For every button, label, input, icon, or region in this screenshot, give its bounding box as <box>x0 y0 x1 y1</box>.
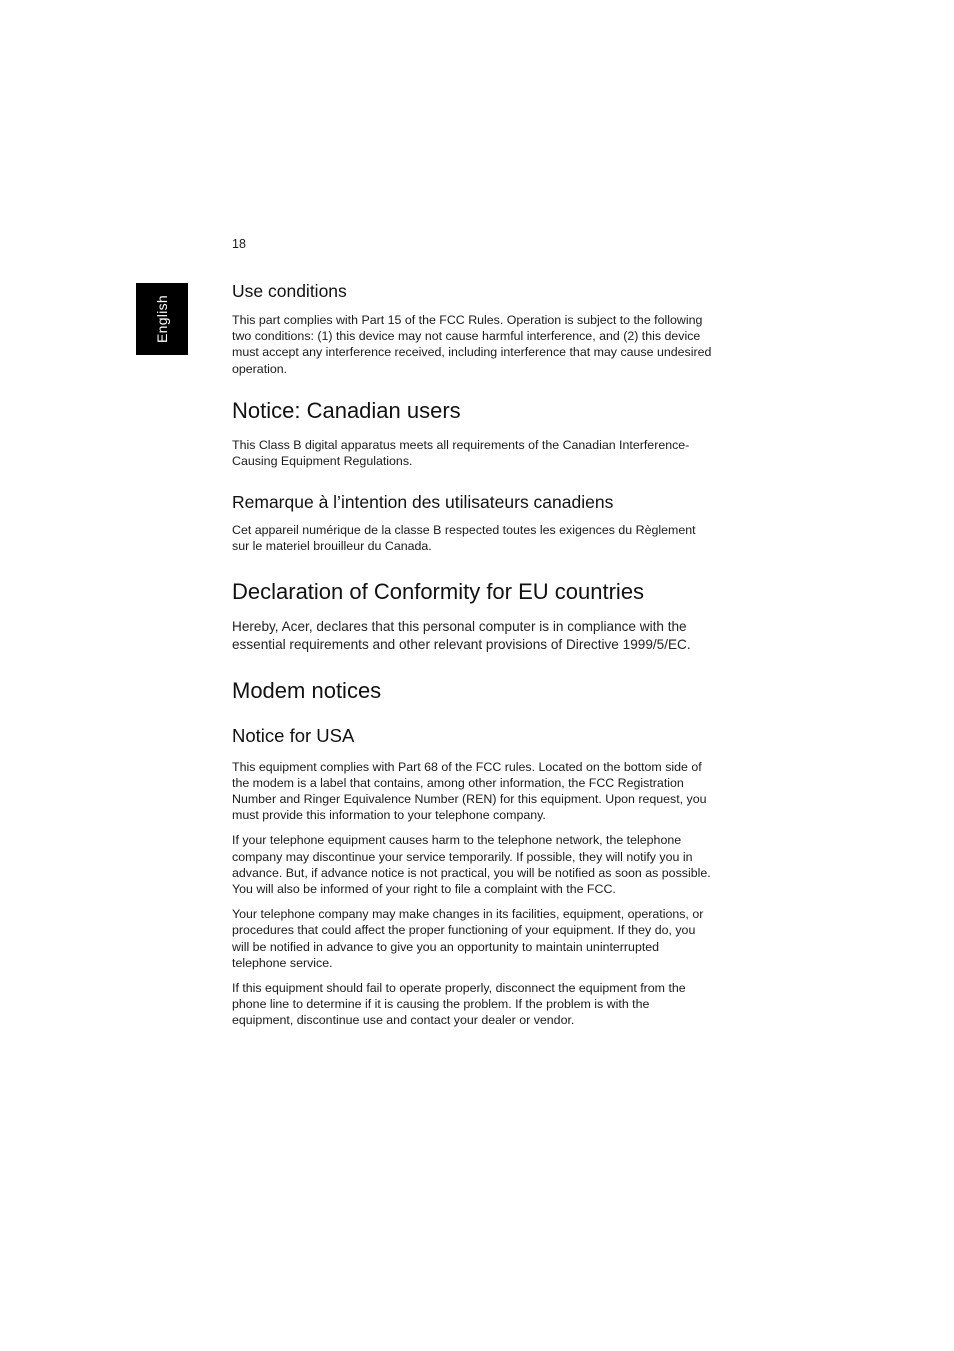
eu-conformity-body: Hereby, Acer, declares that this personal computer is in compliance with the essential requirements and other relevant provisions of Directive 1999/5/EC. <box>232 618 691 653</box>
modem-notices-heading: Modem notices <box>232 677 382 703</box>
eu-conformity-heading: Declaration of Conformity for EU countries <box>232 578 645 604</box>
page-number: 18 <box>232 237 246 251</box>
canadian-users-heading: Notice: Canadian users <box>232 397 461 423</box>
remarque-heading: Remarque à l’intention des utilisateurs canadiens <box>232 492 614 513</box>
remarque-body: Cet appareil numérique de la classe B respected toutes les exigences du Règlement sur le materiel brouilleur du Canada. <box>232 523 696 554</box>
canadian-users-body: This Class B digital apparatus meets all requirements of the Canadian Interference-Causing Equipment Regulations. <box>232 437 690 469</box>
language-tab <box>136 283 188 355</box>
notice-usa-heading: Notice for USA <box>232 724 355 746</box>
use-conditions-heading: Use conditions <box>232 281 347 301</box>
notice-usa-paragraph: This equipment complies with Part 68 of the FCC rules. Located on the bottom side of the modem is a label that contains, among other information, the FCC Registration Number and Ringer Equivalence Number (REN) for this equipment. Upon request, you must provide this information to your telephone company. <box>232 759 707 823</box>
page-content <box>232 280 712 1029</box>
notice-usa-paragraph: If your telephone equipment causes harm to the telephone network, the telephone company may discontinue your service temporarily. If possible, they will notify you in advance. But, if advance notice is not practical, you will be notified as soon as possible. You will also be informed of your right to file a complaint with the FCC. <box>232 833 711 897</box>
notice-usa-paragraph: Your telephone company may make changes in its facilities, equipment, operations, or procedures that could affect the proper functioning of your equipment. If they do, you will be notified in advance to give you an opportunity to maintain uninterrupted telephone service. <box>232 907 704 970</box>
notice-usa-paragraph: If this equipment should fail to operate properly, disconnect the equipment from the phone line to determine if it is causing the problem. If the problem is with the equipment, discontinue use and contact your dealer or vendor. <box>232 981 686 1028</box>
use-conditions-body: This part complies with Part 15 of the FCC Rules. Operation is subject to the following two conditions: (1) this device may not cause harmful interference, and (2) this device must accept any interference received, including interference that may cause undesired operation. <box>232 313 712 376</box>
language-tab-label: English <box>154 294 170 344</box>
